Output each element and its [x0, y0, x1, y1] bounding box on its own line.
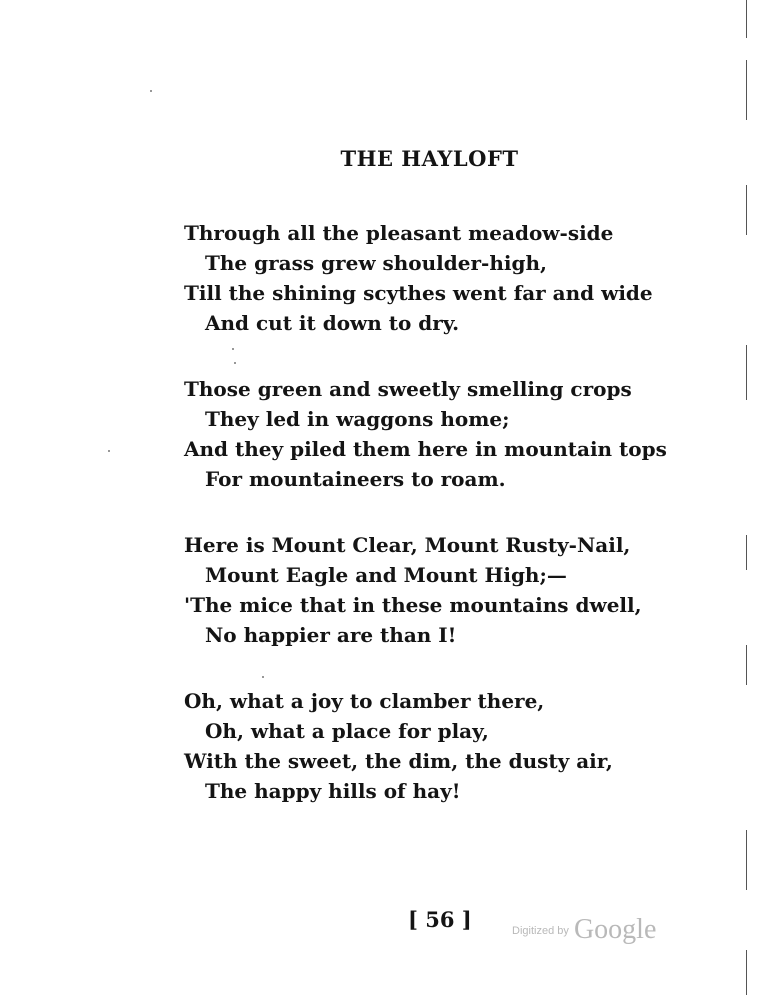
- poem-line: And cut it down to dry.: [205, 311, 460, 335]
- watermark-prefix: Digitized by: [512, 925, 569, 937]
- digitization-watermark: [512, 914, 656, 946]
- scan-edge-mark: [746, 830, 747, 890]
- poem-line: The grass grew shoulder-high,: [205, 251, 547, 275]
- page-number: [ 56 ]: [408, 907, 472, 932]
- scan-speck: [108, 450, 110, 452]
- poem-line: Those green and sweetly smelling crops: [184, 377, 632, 401]
- poem-line: Oh, what a place for play,: [205, 719, 489, 743]
- scan-edge-mark: [746, 950, 747, 995]
- poem-line: And they piled them here in mountain tops: [184, 437, 667, 461]
- scan-edge-mark: [746, 535, 747, 570]
- scan-edge-mark: [746, 185, 747, 235]
- poem-line: They led in waggons home;: [205, 407, 510, 431]
- poem-line: 'The mice that in these mountains dwell,: [184, 593, 642, 617]
- stanza-4: [184, 686, 613, 806]
- poem-line: With the sweet, the dim, the dusty air,: [184, 749, 613, 773]
- scan-edge-mark: [746, 345, 747, 400]
- scan-edge-mark: [746, 60, 747, 120]
- poem-title: THE HAYLOFT: [340, 146, 519, 171]
- poem-line: For mountaineers to roam.: [205, 467, 506, 491]
- poem-line: The happy hills of hay!: [205, 779, 461, 803]
- scan-speck: [232, 348, 234, 350]
- stanza-2: [184, 374, 667, 494]
- poem-line: Mount Eagle and Mount High;—: [205, 563, 567, 587]
- scan-speck: [150, 90, 152, 92]
- poem-line: Here is Mount Clear, Mount Rusty-Nail,: [184, 533, 631, 557]
- poem-line: Through all the pleasant meadow-side: [184, 221, 614, 245]
- poem-line: Till the shining scythes went far and wide: [184, 281, 653, 305]
- stanza-3: [184, 530, 642, 650]
- scan-edge-mark: [746, 645, 747, 685]
- poem-line: No happier are than I!: [205, 623, 457, 647]
- watermark-brand: Google: [573, 914, 657, 945]
- scan-speck: [262, 676, 264, 678]
- stanza-1: [184, 218, 653, 338]
- poem-line: Oh, what a joy to clamber there,: [184, 689, 545, 713]
- scan-speck: [234, 362, 236, 364]
- scan-edge-mark: [746, 0, 747, 38]
